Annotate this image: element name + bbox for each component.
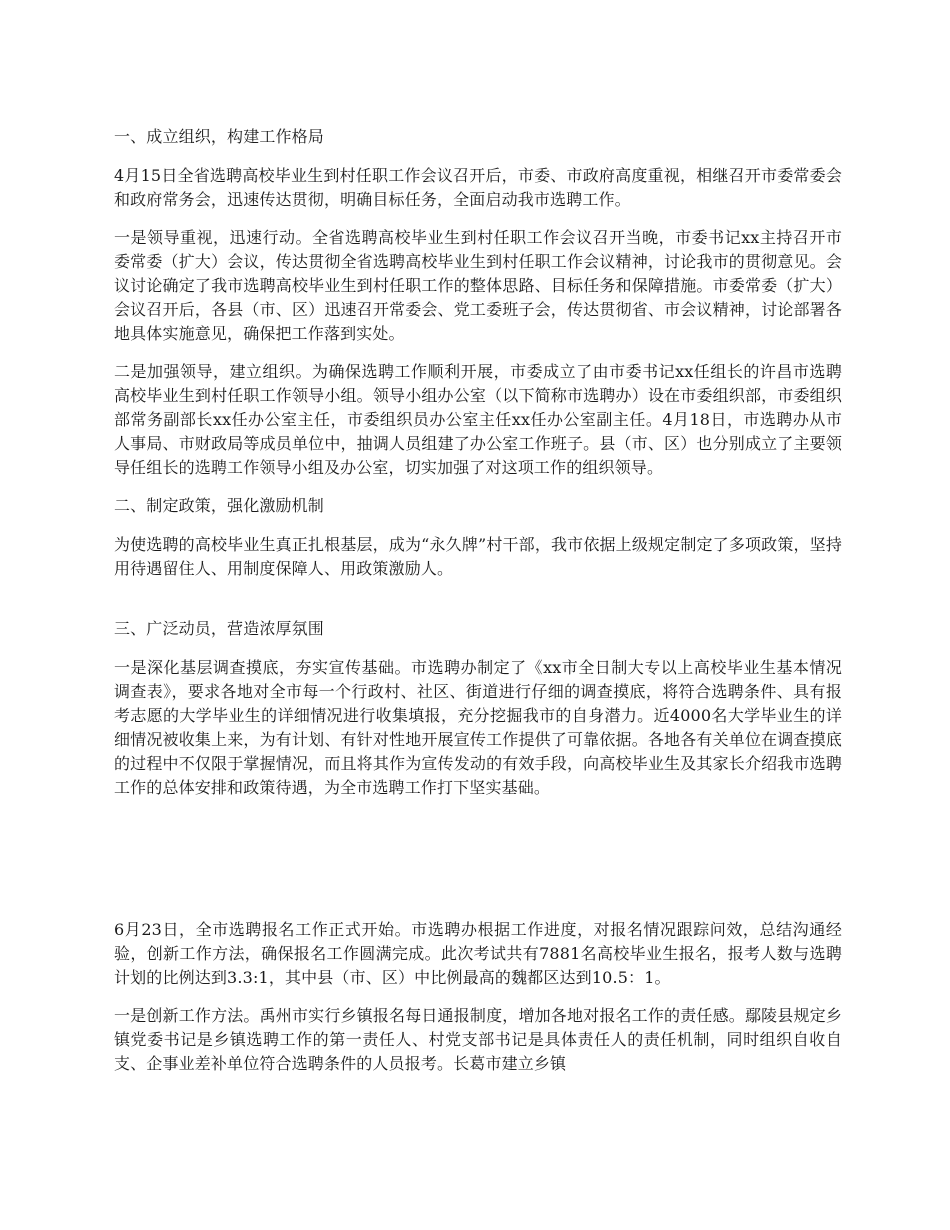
section2-heading: 二、制定政策，强化激励机制	[114, 496, 324, 515]
section1-intro-paragraph: 4月15日全省选聘高校毕业生到村任职工作会议召开后，市委、市政府高度重视，相继召开市委常委会和政府常务会，迅速传达贯彻，明确目标任务，全面启动我市选聘工作。	[114, 166, 842, 209]
section3-heading: 三、广泛动员，营造浓厚氛围	[114, 619, 324, 638]
section3-point1-paragraph: 一是深化基层调查摸底，夯实宣传基础。市选聘办制定了《xx市全日制大专以上高校毕业生基本情况调查表》，要求各地对全市每一个行政村、社区、街道进行仔细的调查摸底，将符合选聘条件、具有报考志愿的大学毕业生的详细情况进行收集填报，充分挖掘我市的自身潜力。近4000名大学毕业生的详细情况被收集上来，为有计划、有针对性地开展宣传工作提供了可靠依据。各地各有关单位在调查摸底的过程中不仅限于掌握情况，而且将其作为宣传发动的有效手段，向高校毕业生及其家长介绍我市选聘工作的总体安排和政策待遇，为全市选聘工作打下坚实基础。	[114, 658, 842, 797]
blank-gap-large	[114, 814, 842, 918]
section4-point1-paragraph: 一是创新工作方法。禹州市实行乡镇报名每日通报制度，增加各地对报名工作的责任感。鄢陵县规定乡镇党委书记是乡镇选聘工作的第一责任人、村党支部书记是具体责任人的责任机制，同时组织自收自支、企事业差补单位符合选聘条件的人员报考。长葛市建立乡镇	[114, 1006, 842, 1073]
section2-intro-paragraph: 为使选聘的高校毕业生真正扎根基层，成为“永久牌”村干部，我市依据上级规定制定了多项政策，坚持用待遇留住人、用制度保障人、用政策激励人。	[114, 535, 842, 578]
section4-intro-paragraph: 6月23日，全市选聘报名工作正式开始。市选聘办根据工作进度，对报名情况跟踪问效，总结沟通经验，创新工作方法，确保报名工作圆满完成。此次考试共有7881名高校毕业生报名，报考人数与选聘计划的比例达到3.3:1，其中县（市、区）中比例最高的魏都区达到10.5：1。	[114, 920, 842, 987]
section1-point1-paragraph: 一是领导重视，迅速行动。全省选聘高校毕业生到村任职工作会议召开当晚，市委书记xx主持召开市委常委（扩大）会议，传达贯彻全省选聘高校毕业生到村任职工作会议精神，讨论我市的贯彻意见。会议讨论确定了我市选聘高校毕业生到村任职工作的整体思路、目标任务和保障措施。市委常委（扩大）会议召开后，各县（市、区）迅速召开常委会、党工委班子会，传达贯彻省、市会议精神，讨论部署各地具体实施意见，确保把工作落到实处。	[114, 228, 842, 343]
section1-heading: 一、成立组织，构建工作格局	[114, 127, 324, 146]
blank-gap	[114, 595, 842, 617]
section1-point2-paragraph: 二是加强领导，建立组织。为确保选聘工作顺利开展，市委成立了由市委书记xx任组长的许昌市选聘高校毕业生到村任职工作领导小组。领导小组办公室（以下简称市选聘办）设在市委组织部，市委组织部常务副部长xx任办公室主任，市委组织员办公室主任xx任办公室副主任。4月18日，市选聘办从市人事局、市财政局等成员单位中，抽调人员组建了办公室工作班子。县（市、区）也分别成立了主要领导任组长的选聘工作领导小组及办公室，切实加强了对这项工作的组织领导。	[114, 362, 842, 477]
